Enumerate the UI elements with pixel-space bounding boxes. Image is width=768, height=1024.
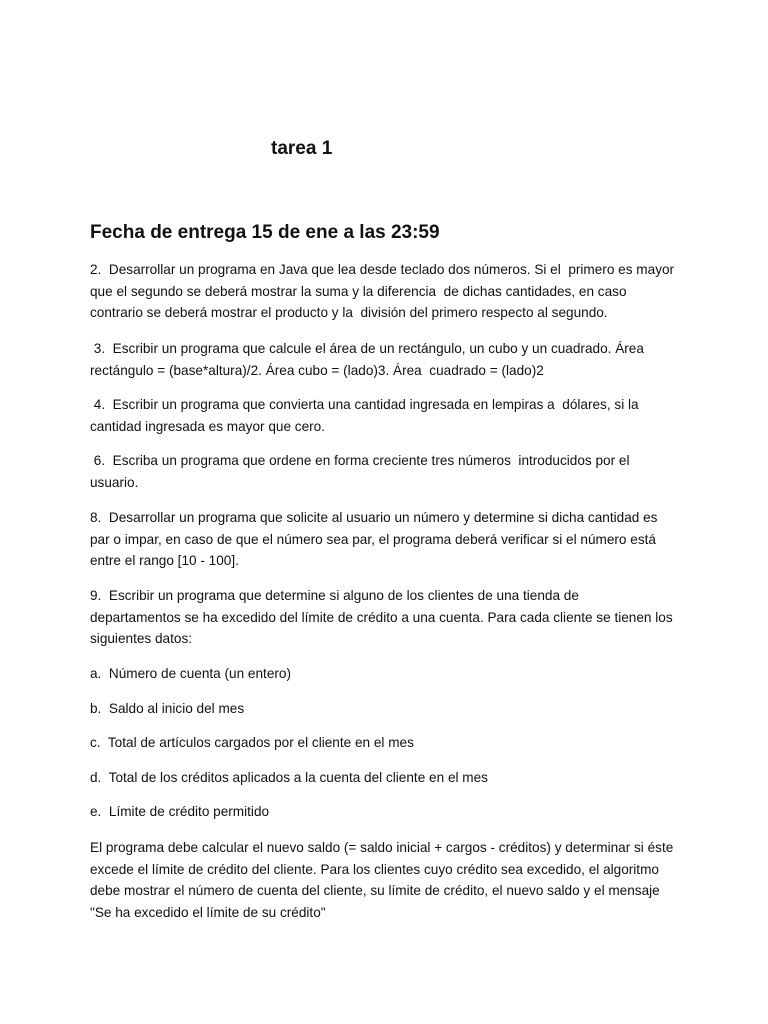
exercise-6-paragraph xyxy=(90,450,690,493)
list-item-a xyxy=(90,663,690,685)
closing-paragraph xyxy=(90,837,690,923)
paragraph-line: entre el rango [10 - 100]. xyxy=(90,553,239,568)
paragraph-line: departamentos se ha excedido del límite de crédito a una cuenta. Para cada cliente se tienen los xyxy=(90,609,673,625)
paragraph-line: excede el límite de crédito del cliente. Para los clientes cuyo crédito sea excedido, el algoritmo xyxy=(90,861,659,877)
paragraph-line: cantidad ingresada es mayor que cero. xyxy=(90,418,326,434)
paragraph-line: 4. Escribir un programa que convierta una cantidad ingresada en lempiras a dólares, si la xyxy=(90,397,639,412)
paragraph-line: siguientes datos: xyxy=(90,631,193,646)
document-title: tarea 1 xyxy=(271,138,333,159)
paragraph-line: 8. Desarrollar un programa que solicite al usuario un número y determine si dicha cantidad es xyxy=(90,510,658,525)
paragraph-line: 9. Escribir un programa que determine si alguno de los clientes de una tienda de xyxy=(90,588,579,603)
due-date-heading: Fecha de entrega 15 de ene a las 23:59 xyxy=(90,222,440,243)
paragraph-line: c. Total de artículos cargados por el cliente en el mes xyxy=(90,735,414,750)
paragraph-line: usuario. xyxy=(90,474,139,490)
paragraph-line: d. Total de los créditos aplicados a la cuenta del cliente en el mes xyxy=(90,770,488,785)
paragraph-line: 3. Escribir un programa que calcule el área de un rectángulo, un cubo y un cuadrado. Área xyxy=(90,341,644,356)
paragraph-line: b. Saldo al inicio del mes xyxy=(90,701,245,716)
paragraph-line: par o impar, en caso de que el número sea par, el programa deberá verificar si el número está xyxy=(90,531,656,547)
paragraph-line: "Se ha excedido el límite de su crédito" xyxy=(90,904,326,920)
exercise-2-paragraph xyxy=(90,259,690,324)
paragraph-line: El programa debe calcular el nuevo saldo (= saldo inicial + cargos - créditos) y determinar si éste xyxy=(90,840,674,855)
paragraph-line: que el segundo se deberá mostrar la suma y la diferencia de dichas cantidades, en caso xyxy=(90,283,627,299)
list-item-b xyxy=(90,698,690,720)
list-item-d xyxy=(90,767,690,789)
exercise-4-paragraph xyxy=(90,394,690,437)
exercise-3-paragraph xyxy=(90,338,690,381)
paragraph-line: a. Número de cuenta (un entero) xyxy=(90,666,291,681)
paragraph-line: e. Límite de crédito permitido xyxy=(90,804,270,819)
paragraph-line: debe mostrar el número de cuenta del cliente, su límite de crédito, el nuevo saldo y el mensaje xyxy=(90,883,660,898)
paragraph-line: contrario se deberá mostrar el producto y la división del primero respecto al segundo. xyxy=(90,305,608,320)
exercise-8-paragraph xyxy=(90,507,690,572)
list-item-c xyxy=(90,732,690,754)
paragraph-line: 6. Escriba un programa que ordene en forma creciente tres números introducidos por el xyxy=(90,453,630,468)
paragraph-line: rectángulo = (base*altura)/2. Área cubo = (lado)3. Área cuadrado = (lado)2 xyxy=(90,362,544,378)
paragraph-line: 2. Desarrollar un programa en Java que lea desde teclado dos números. Si el primero es mayor xyxy=(90,262,675,277)
exercise-9-paragraph xyxy=(90,585,690,650)
list-item-e xyxy=(90,801,690,823)
